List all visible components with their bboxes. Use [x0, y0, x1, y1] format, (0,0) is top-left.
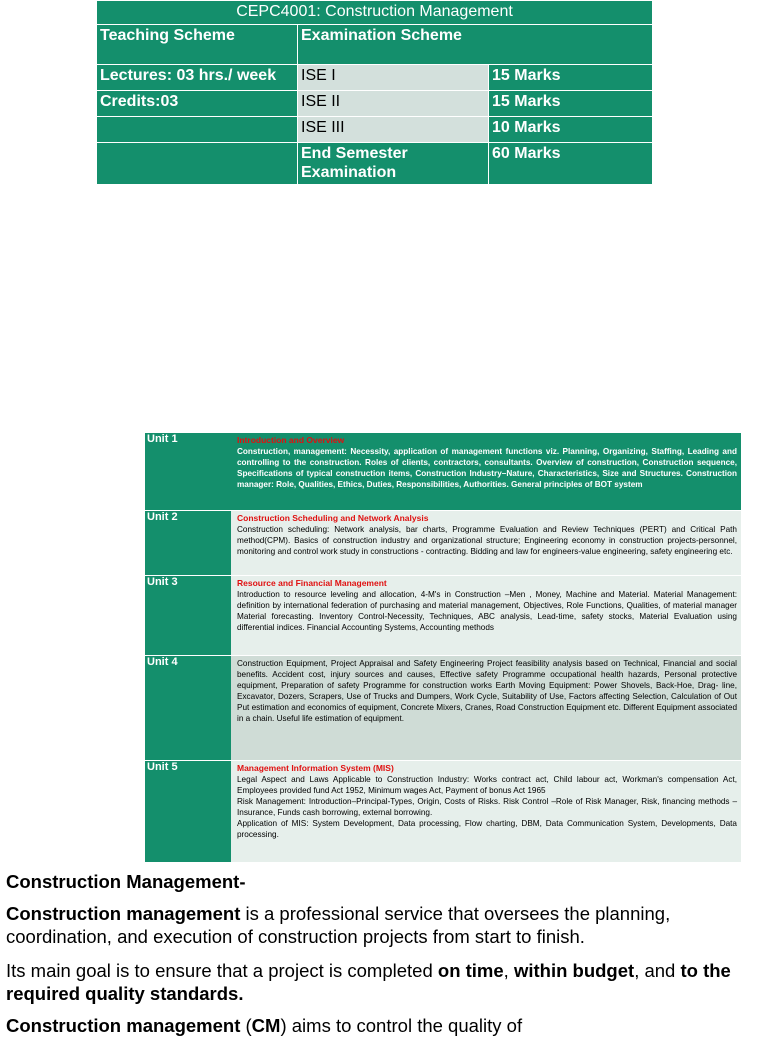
unit-row	[145, 656, 741, 761]
unit-label: Unit 2	[145, 511, 231, 575]
unit-text: Construction Equipment, Project Appraisal and Safety Engineering Project feasibility analysis based on Technical, Financial and social benefits. Accident cost, injury sources and causes, Effective safety Programme occupational health hazards, Personal protective equipment, Preparation of safety Programme for construction works Earth Moving Equipment: Power Shovels, Back-Hoe, Drag- line, Excavator, Dozers, Scrapers, Use of Trucks and Dumpers, Work Cycle, Suitability of Use, Factors affecting Selection, Calculation of Out Put estimation and economics of equipment, Concrete Mixers, Cranes, Road Construction Equipment etc. Different Equipment associated in a chain. Useful life estimation of equipment.	[237, 659, 737, 723]
exam-marks: 60 Marks	[489, 143, 653, 185]
course-title: CEPC4001: Construction Management	[97, 1, 653, 25]
bold-term: within budget	[513, 960, 635, 981]
unit-heading: Management Information System (MIS)	[237, 763, 394, 773]
lectures-cell: Lectures: 03 hrs./ week	[97, 65, 298, 91]
exam-marks: 10 Marks	[489, 117, 653, 143]
unit-text: Construction, management: Necessity, application of management functions viz. Planning, Organizing, Staffing, Leading and controlling to the construction. Roles of clients, contractors, consultants. Overview of construction, Construction sequence, Specifications of typical construction items, Construction Industry–Nature, Characteristics, Size and Structures. Construction manager: Role, Qualities, Ethics, Duties, Responsibilities, Authorities. General principles of BOT system	[237, 447, 737, 489]
scheme-table	[96, 0, 653, 185]
exam-name: ISE II	[298, 91, 489, 117]
unit-text: Application of MIS: System Development, Data processing, Flow charting, DBM, Data Communication System, Developments, Data processing.	[237, 819, 737, 839]
unit-row	[145, 433, 741, 511]
unit-heading: Introduction and Overview	[237, 435, 345, 445]
paragraph-text: ,	[503, 960, 514, 981]
unit-row	[145, 511, 741, 576]
paragraph-3	[6, 1014, 746, 1037]
unit-label: Unit 5	[145, 761, 231, 862]
paragraph-1	[6, 902, 746, 948]
unit-row	[145, 761, 741, 863]
unit-label: Unit 3	[145, 576, 231, 655]
unit-content	[231, 433, 741, 510]
bold-term: Construction management	[6, 903, 241, 924]
section-heading: Construction Management-	[6, 871, 246, 892]
unit-row	[145, 576, 741, 656]
bold-term: to the required quality standards.	[6, 960, 731, 1004]
unit-text: Legal Aspect and Laws Applicable to Construction Industry: Works contract act, Child labour act, Workman's compensation Act, Employees provided fund Act 1952, Minimum wages Act, Payment of bonus Act 1965	[237, 775, 737, 795]
unit-text: Construction scheduling: Network analysis, bar charts, Programme Evaluation and Review Techniques (PERT) and Critical Path method(CPM). Basics of construction industry and organizational structure; Engineering economy in construction projects-personnel, monitoring and control work study in constructions - contracting. Bidding and law for engineers-value engineering, safety engineering etc.	[237, 525, 737, 556]
unit-content	[231, 656, 741, 760]
teaching-scheme-header: Teaching Scheme	[97, 25, 298, 65]
bold-term: on time	[437, 960, 504, 981]
bold-term: CM	[251, 1015, 281, 1036]
paragraph-text: (	[240, 1015, 252, 1036]
unit-content	[231, 576, 741, 655]
exam-name: ISE I	[298, 65, 489, 91]
examination-scheme-header: Examination Scheme	[298, 25, 653, 65]
unit-label: Unit 4	[145, 656, 231, 760]
paragraph-text: ) aims to control the quality of	[280, 1015, 523, 1036]
unit-heading: Construction Scheduling and Network Analysis	[237, 513, 429, 523]
unit-content	[231, 511, 741, 575]
credits-cell: Credits:03	[97, 91, 298, 117]
empty-cell	[97, 143, 298, 185]
paragraph-2	[6, 959, 746, 1005]
unit-text: Introduction to resource leveling and allocation, 4-M's in Construction –Men , Money, Machine and Material. Material Management: definition by international federation of purchasing and material management, Objectives, Role Functions, Qualities, of material manager Material forecasting. Inventory Control-Necessity, Techniques, ABC analysis, Lead-time, safety stocks, Material Evaluation using differential indices. Financial Accounting Systems, Accounting methods	[237, 590, 737, 632]
unit-label: Unit 1	[145, 433, 231, 510]
exam-name: ISE III	[298, 117, 489, 143]
unit-text: Risk Management: Introduction–Principal-Types, Origin, Costs of Risks. Risk Control –Role of Risk Manager, Risk, financing methods –Insurance, Funds cash borrowing, external borrowing.	[237, 797, 737, 817]
unit-heading: Resource and Financial Management	[237, 578, 387, 588]
exam-marks: 15 Marks	[489, 65, 653, 91]
exam-name: End Semester Examination	[298, 143, 489, 185]
empty-cell	[97, 117, 298, 143]
unit-content	[231, 761, 741, 862]
paragraph-text: Its main goal is to ensure that a project is completed	[6, 960, 438, 981]
paragraph-text: , and	[634, 960, 681, 981]
syllabus-units	[145, 433, 741, 863]
paragraph-text: is a professional service that oversees the planning, coordination, and execution of construction projects from start to finish.	[6, 903, 671, 947]
exam-marks: 15 Marks	[489, 91, 653, 117]
bold-term: Construction management	[6, 1015, 241, 1036]
